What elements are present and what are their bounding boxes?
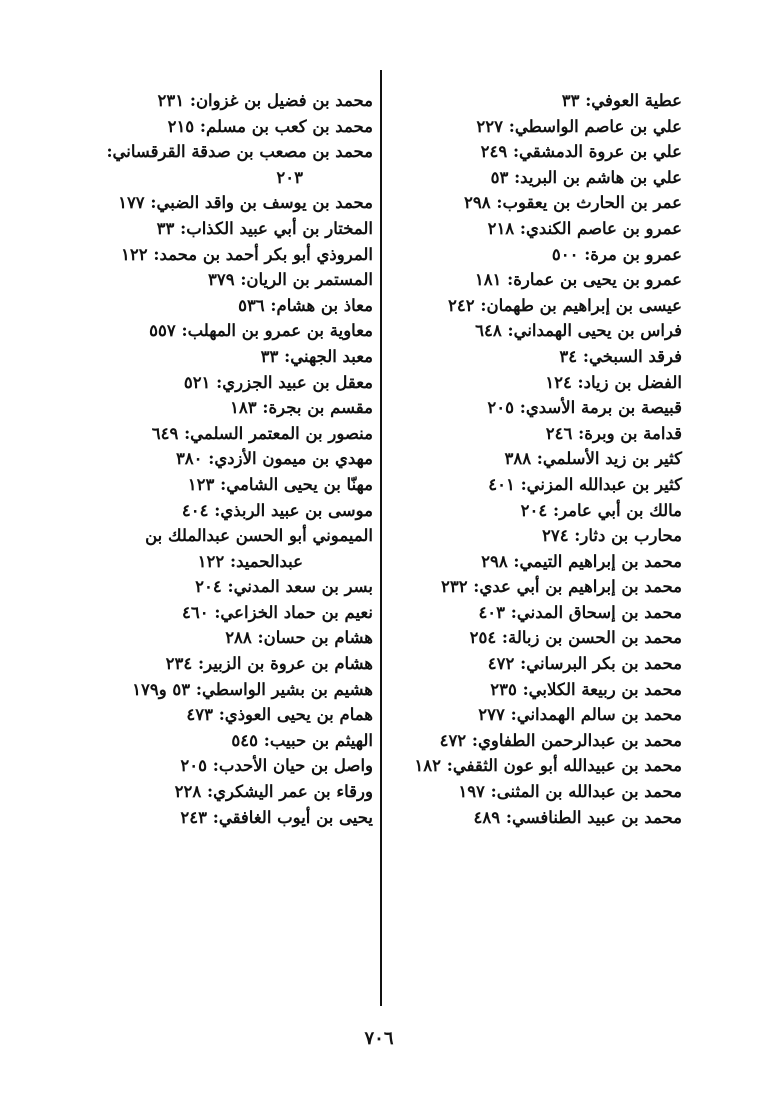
index-column-left <box>67 88 373 830</box>
index-entry: محمد بن ربيعة الكلابي: ٢٣٥ <box>490 679 682 699</box>
index-entry: مالك بن أبي عامر: ٢٠٤ <box>520 500 682 520</box>
index-entry: واصل بن حيان الأحدب: ٢٠٥ <box>180 756 373 776</box>
index-entry: محمد بن سالم الهمداني: ٢٧٧ <box>478 705 682 725</box>
index-entry: الميموني أبو الحسن عبدالملك بن <box>145 526 373 546</box>
index-entry: ورقاء بن عمر اليشكري: ٢٢٨ <box>174 782 373 802</box>
index-entry: عمرو بن عاصم الكندي: ٢١٨ <box>487 218 682 238</box>
index-entry: علي بن عاصم الواسطي: ٢٢٧ <box>476 116 682 136</box>
index-entry: مقسم بن بجرة: ١٨٣ <box>230 398 373 418</box>
index-entry: علي بن عروة الدمشقي: ٢٤٩ <box>480 142 682 162</box>
index-entry: الفضل بن زياد: ١٢٤ <box>545 372 682 392</box>
index-entry: يحيى بن أيوب الغافقي: ٢٤٣ <box>180 807 373 827</box>
index-column-right <box>382 88 682 830</box>
index-entry: محمد بن بكر البرساني: ٤٧٢ <box>487 654 682 674</box>
index-entry: عيسى بن إبراهيم بن طهمان: ٢٤٢ <box>448 295 682 315</box>
index-entry: عمرو بن مرة: ٥٠٠ <box>551 244 682 264</box>
index-entry: همام بن يحيى العوذي: ٤٧٣ <box>186 705 373 725</box>
index-entry: محمد بن إسحاق المدني: ٤٠٣ <box>478 602 682 622</box>
index-entry-continuation: ٢٠٣ <box>276 167 303 187</box>
index-entry: كثير بن زيد الأسلمي: ٣٨٨ <box>504 449 682 469</box>
index-entry: محمد بن يوسف بن واقد الضبي: ١٧٧ <box>118 193 373 213</box>
index-entry-continuation: عبدالحميد: ١٢٢ <box>197 551 303 571</box>
index-entry: منصور بن المعتمر السلمي: ٦٤٩ <box>151 423 373 443</box>
index-entry: محمد بن فضيل بن غزوان: ٢٣١ <box>157 91 373 110</box>
index-entry: محمد بن مصعب بن صدقة القرقساني: <box>106 142 373 162</box>
index-entry: محمد بن إبراهيم التيمي: ٢٩٨ <box>481 551 682 571</box>
index-entry: المروذي أبو بكر أحمد بن محمد: ١٢٢ <box>121 244 373 264</box>
index-entry: محمد بن إبراهيم بن أبي عدي: ٢٣٢ <box>440 577 682 597</box>
index-entry: محمد بن عبدالله بن المثنى: ١٩٧ <box>458 782 682 802</box>
index-entry: بسر بن سعد المدني: ٢٠٤ <box>195 577 373 597</box>
index-entry: محمد بن كعب بن مسلم: ٢١٥ <box>167 116 373 136</box>
index-entry: هشام بن عروة بن الزبير: ٢٣٤ <box>165 654 373 674</box>
index-entry: عمر بن الحارث بن يعقوب: ٢٩٨ <box>464 193 682 213</box>
index-entry: محمد بن عبدالرحمن الطفاوي: ٤٧٢ <box>439 730 682 750</box>
index-entry: قدامة بن وبرة: ٢٤٦ <box>545 423 682 443</box>
index-entry: موسى بن عبيد الربذي: ٤٠٤ <box>181 500 373 520</box>
index-entry: معقل بن عبيد الجزري: ٥٢١ <box>183 372 373 392</box>
index-entry: محمد بن عبيد الطنافسي: ٤٨٩ <box>473 807 682 827</box>
page-number: ٧٠٦ <box>364 1028 394 1049</box>
index-entry: هشيم بن بشير الواسطي: ٥٣ و١٧٩ <box>132 679 373 699</box>
index-entry: معاوية بن عمرو بن المهلب: ٥٥٧ <box>149 321 373 341</box>
column-divider <box>380 70 382 1006</box>
index-entry: عطية العوفي: ٣٣ <box>561 91 682 110</box>
index-entry: المستمر بن الريان: ٣٧٩ <box>207 270 373 290</box>
index-entry: محارب بن دثار: ٢٧٤ <box>541 526 682 546</box>
index-entry: فرقد السبخي: ٣٤ <box>559 346 682 366</box>
index-entry: عمرو بن يحيى بن عمارة: ١٨١ <box>474 270 682 290</box>
index-entry: كثير بن عبدالله المزني: ٤٠١ <box>488 474 682 494</box>
index-entry: نعيم بن حماد الخزاعي: ٤٦٠ <box>182 602 373 622</box>
index-entry: الهيثم بن حبيب: ٥٤٥ <box>231 730 373 750</box>
index-entry: المختار بن أبي عبيد الكذاب: ٣٣ <box>156 218 373 238</box>
index-entry: مهدي بن ميمون الأزدي: ٣٨٠ <box>175 449 373 469</box>
index-entry: محمد بن الحسن بن زبالة: ٢٥٤ <box>469 628 682 648</box>
index-entry: محمد بن عبيدالله أبو عون الثقفي: ١٨٢ <box>414 756 682 776</box>
index-entry: قبيصة بن برمة الأسدي: ٢٠٥ <box>487 398 682 418</box>
index-entry: معبد الجهني: ٣٣ <box>260 346 373 366</box>
index-entry: هشام بن حسان: ٢٨٨ <box>225 628 373 648</box>
index-entry: فراس بن يحيى الهمداني: ٦٤٨ <box>475 321 682 341</box>
index-entry: مهنّا بن يحيى الشامي: ١٢٣ <box>187 474 373 494</box>
index-entry: معاذ بن هشام: ٥٣٦ <box>238 295 373 315</box>
index-entry: علي بن هاشم بن البريد: ٥٣ <box>490 167 682 187</box>
